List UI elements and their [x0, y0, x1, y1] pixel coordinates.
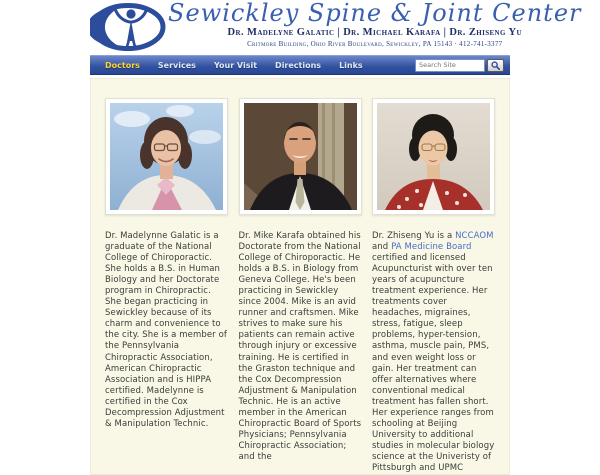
bio-text: Dr. Madelynne Galatic is a graduate of the National College of Chiroporactic. She holds a B.S. in Human Biology and her Doctorate program in Chiropractic. She began practicing in Sewickley because of its charm and convenience to the city. She is a member of the Pennsylvania Chiropractic Association, American Chiropractic Association and is HIPPA certified. Madelynne is certified in the Cox Decompression Adjustment & Manipulation Technic. — [105, 231, 227, 429]
header-text-block — [168, 0, 582, 48]
site-search — [415, 59, 504, 72]
photo-frame-dr-karafa — [239, 98, 362, 215]
nav-item-doctors[interactable]: Doctors — [105, 60, 140, 70]
bio-dr-karafa — [239, 231, 362, 474]
bio-text: and — [372, 242, 392, 253]
bio-text: Dr. Mike Karafa obtained his Doctorate from the National College of Chiroporactic. He holds a B.S. in Biology from Geneva College. He's been practicing in Sewickley since 2004. Mike is an avid runner and craftsmen. Mike strives to make sure his patients can remain active through injury or excessive training. He is certified in the Graston technique and the Cox Decompression Adjustment & Manipulation Technic. He is an active member in the American Chiropractic Board of Sports Physicians; Pennsylvania Chiropractic Association; and the — [238, 231, 362, 462]
photo-frame-dr-galatic — [105, 98, 228, 215]
search-input[interactable] — [415, 59, 485, 72]
bio-link[interactable]: NCCAOM — [455, 231, 494, 241]
bio-dr-yu — [372, 231, 495, 474]
bio-text: Dr. Zhiseng Yu is a — [372, 231, 456, 241]
content-panel — [90, 78, 510, 475]
main-navbar — [90, 55, 510, 75]
nav-item-links[interactable]: Links — [339, 60, 363, 70]
nav-item-directions[interactable]: Directions — [275, 60, 322, 70]
clinic-logo — [90, 0, 168, 55]
doctor-bios-row — [105, 231, 495, 474]
bio-link[interactable]: PA Medicine Board — [391, 242, 472, 253]
bio-text: certified and licensed Acupuncturist with over ten years of acupuncture treatment experience. Her treatments cover headaches, migraines, stress, fatigue, sleep problems, hyper-tension, asthma, muscle pain, PMS, and even weight loss or gain. Her treatment can offer alternatives where conventional medical treatment has fallen short. Her experience ranges from schooling at Beijing University to additional studies in molecular biology science at the Univeristy of Pittsburgh and UPMC — [372, 253, 495, 473]
doctor-photos-row — [105, 98, 495, 215]
photo-dr-zhiseng-yu — [377, 103, 490, 210]
bio-dr-galatic — [105, 231, 228, 474]
address-line: Critmore Building, Ohio River Boulevard, Sewickley, PA 15143 · 412-741-3377 — [247, 40, 503, 49]
doctors-names-line: Dr. Madelyne Galatic | Dr. Michael Karafa | Dr. Zhiseng Yu — [227, 27, 522, 39]
page — [90, 0, 582, 475]
photo-dr-mike-karafa — [244, 103, 357, 210]
magnifier-icon — [491, 61, 500, 70]
nav-item-your-visit[interactable]: Your Visit — [213, 60, 258, 70]
site-header — [90, 0, 582, 55]
search-button[interactable] — [487, 59, 504, 72]
photo-frame-dr-yu — [372, 98, 495, 215]
photo-dr-madelynne-galatic — [110, 103, 223, 210]
vitruvian-figure-logo-icon — [90, 3, 166, 51]
nav-item-services[interactable]: Services — [157, 60, 196, 70]
site-title: Sewickley Spine & Joint Center — [168, 0, 582, 27]
